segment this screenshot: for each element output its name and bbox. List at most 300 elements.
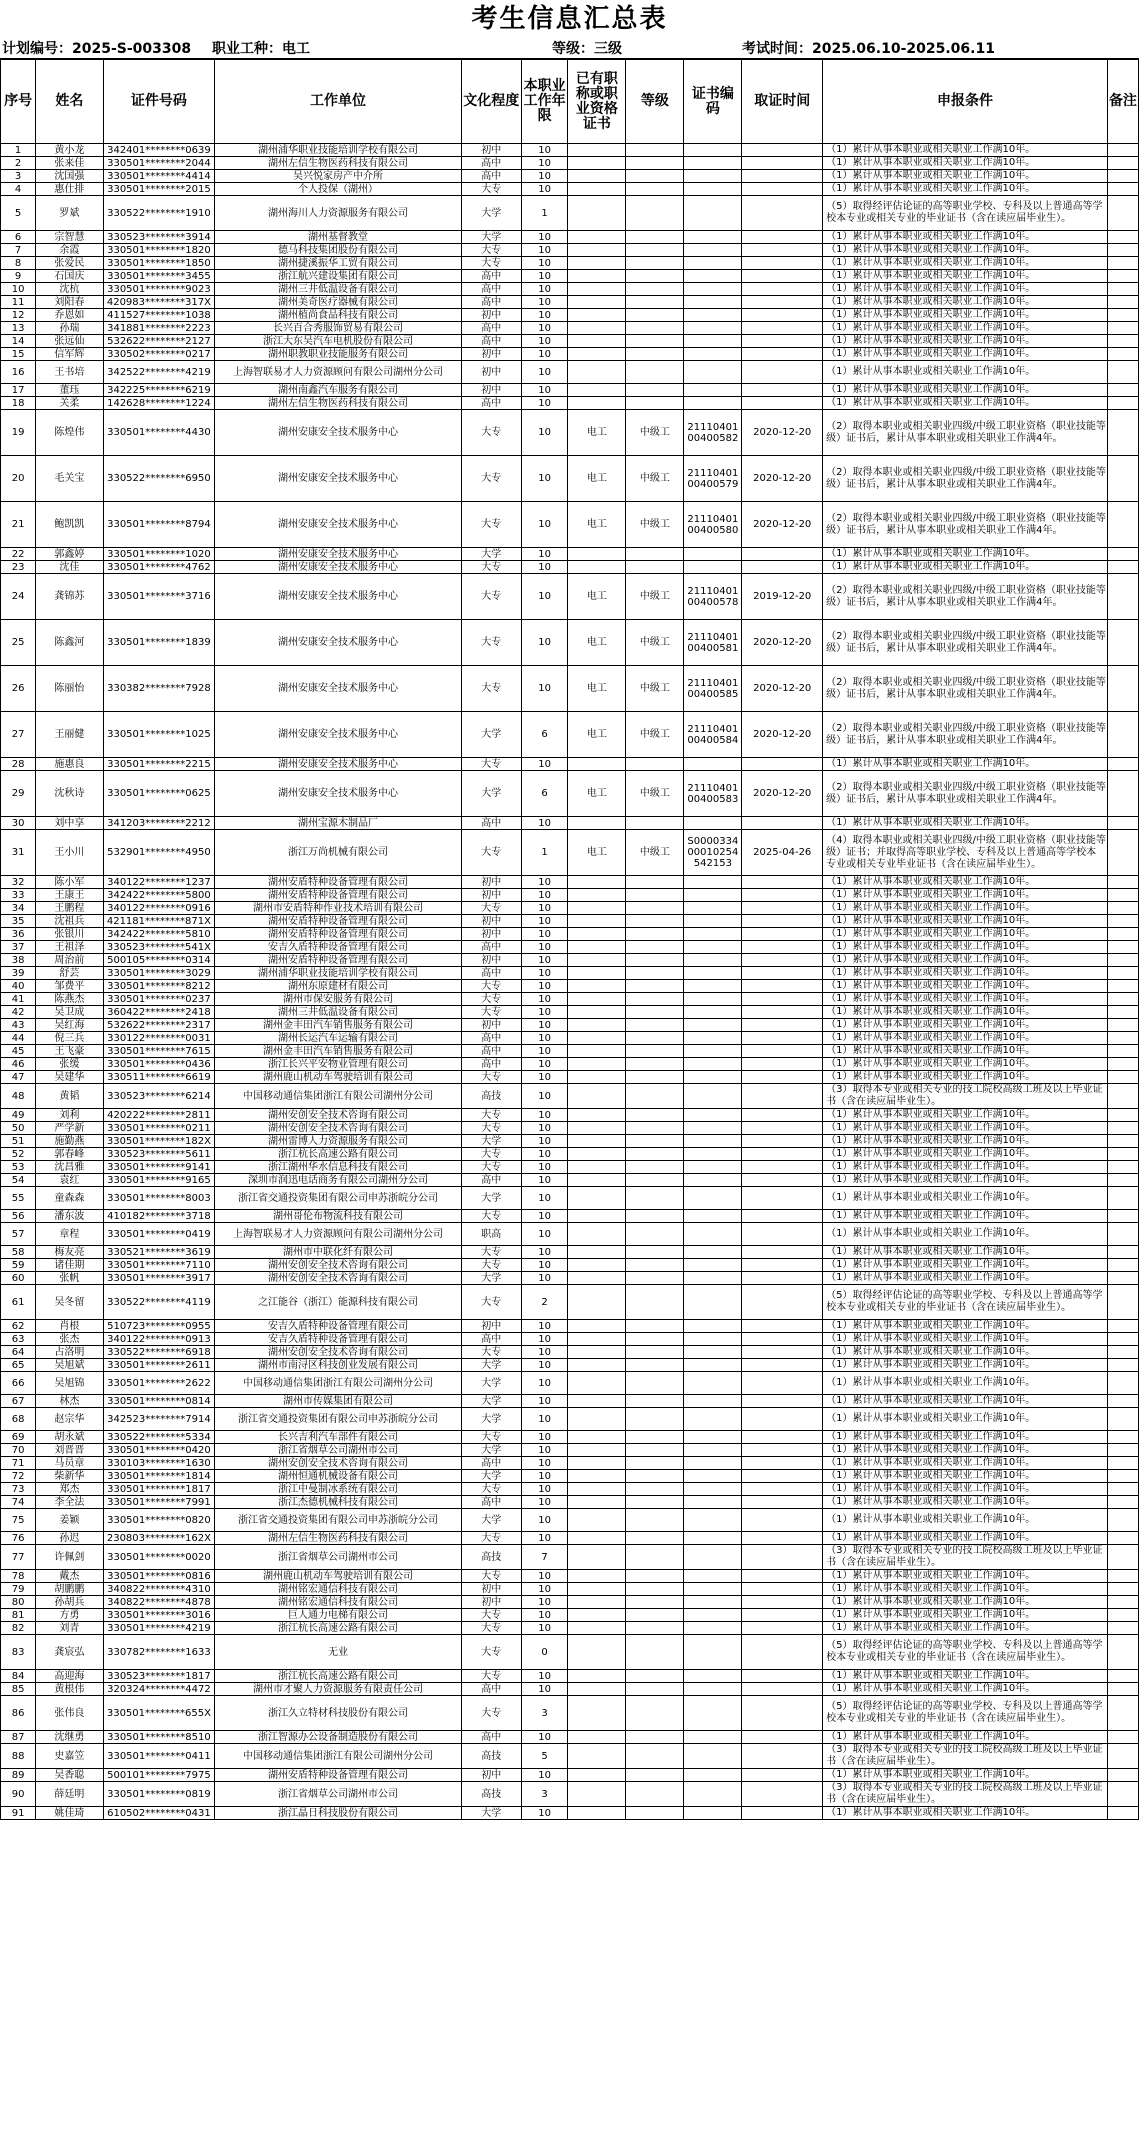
name-cell: 余霞	[36, 244, 103, 257]
condition-cell: （1）累计从事本职业或相关职业工作满10年。	[823, 1395, 1108, 1408]
name-cell: 严学新	[36, 1122, 103, 1135]
condition-cell: （1）累计从事本职业或相关职业工作满10年。	[823, 1071, 1108, 1084]
education-cell: 大专	[461, 980, 521, 993]
remark-cell	[1107, 1496, 1138, 1509]
table-row	[1, 456, 1139, 502]
id-cell: 330511********6619	[103, 1071, 215, 1084]
employer-cell: 湖州市保安服务有限公司	[215, 993, 461, 1006]
name-cell: 吴旭锦	[36, 1372, 103, 1395]
condition-cell: （1）累计从事本职业或相关职业工作满10年。	[823, 1496, 1108, 1509]
remark-cell	[1107, 257, 1138, 270]
table-row	[1, 1223, 1139, 1246]
education-cell: 大专	[461, 1122, 521, 1135]
education-cell: 大专	[461, 1570, 521, 1583]
seq-cell: 83	[1, 1635, 36, 1670]
education-cell: 大专	[461, 1483, 521, 1496]
meta-bar	[0, 38, 1139, 59]
education-cell: 初中	[461, 144, 521, 157]
cert-no-cell	[684, 1333, 742, 1346]
cert-date-cell	[742, 915, 823, 928]
id-cell: 330501********0436	[103, 1058, 215, 1071]
table-row	[1, 1683, 1139, 1696]
cert-no-cell	[684, 1609, 742, 1622]
education-cell: 高中	[461, 170, 521, 183]
seq-cell: 58	[1, 1246, 36, 1259]
grade-cell	[626, 941, 684, 954]
grade-cell	[626, 876, 684, 889]
table-row	[1, 1509, 1139, 1532]
existing-cert-cell	[568, 993, 626, 1006]
table-row	[1, 830, 1139, 876]
years-cell: 10	[521, 1483, 568, 1496]
education-cell: 大学	[461, 1135, 521, 1148]
grade-cell	[626, 1187, 684, 1210]
cert-no-cell	[684, 157, 742, 170]
cert-date-cell	[742, 1135, 823, 1148]
cert-date-cell	[742, 309, 823, 322]
cert-no-cell	[684, 296, 742, 309]
seq-cell: 59	[1, 1259, 36, 1272]
remark-cell	[1107, 170, 1138, 183]
remark-cell	[1107, 1570, 1138, 1583]
grade-cell	[626, 170, 684, 183]
cert-date-cell	[742, 1006, 823, 1019]
education-cell: 高中	[461, 270, 521, 283]
remark-cell	[1107, 1058, 1138, 1071]
existing-cert-cell	[568, 1071, 626, 1084]
id-cell: 532622********2127	[103, 335, 215, 348]
employer-cell: 湖州铭宏通信科技有限公司	[215, 1583, 461, 1596]
id-cell: 510723********0955	[103, 1320, 215, 1333]
employer-cell: 浙江杭长高速公路有限公司	[215, 1670, 461, 1683]
remark-cell	[1107, 548, 1138, 561]
condition-cell: （4）取得本职业或相关职业四级/中级工职业资格（职业技能等级）证书；并取得高等职业学校、专科及以上普通高等学校本专业或相关专业毕业证书（含在读应届毕业生）。	[823, 830, 1108, 876]
existing-cert-cell	[568, 876, 626, 889]
cert-no-cell	[684, 1372, 742, 1395]
employer-cell: 湖州左信生物医药科技有限公司	[215, 397, 461, 410]
cert-date-cell	[742, 1444, 823, 1457]
years-cell: 10	[521, 1359, 568, 1372]
id-cell: 330501********2611	[103, 1359, 215, 1372]
seq-cell: 9	[1, 270, 36, 283]
education-cell: 大专	[461, 1161, 521, 1174]
condition-cell: （1）累计从事本职业或相关职业工作满10年。	[823, 1272, 1108, 1285]
education-cell: 大专	[461, 1696, 521, 1731]
grade-cell	[626, 1045, 684, 1058]
grade-cell: 中级工	[626, 712, 684, 758]
years-cell: 10	[521, 1457, 568, 1470]
grade-cell	[626, 1019, 684, 1032]
cert-date-cell	[742, 1622, 823, 1635]
name-cell: 林杰	[36, 1395, 103, 1408]
id-cell: 330523********3914	[103, 231, 215, 244]
cert-no-cell	[684, 1583, 742, 1596]
cert-no-cell	[684, 1045, 742, 1058]
existing-cert-cell	[568, 1320, 626, 1333]
cert-date-cell	[742, 817, 823, 830]
years-cell: 10	[521, 1509, 568, 1532]
condition-cell: （3）取得本专业或相关专业的技工院校高级工班及以上毕业证书（含在读应届毕业生）。	[823, 1744, 1108, 1769]
cert-no-cell	[684, 758, 742, 771]
condition-cell: （1）累计从事本职业或相关职业工作满10年。	[823, 876, 1108, 889]
condition-cell: （1）累计从事本职业或相关职业工作满10年。	[823, 1122, 1108, 1135]
id-cell: 330501********1020	[103, 548, 215, 561]
name-cell: 张帆	[36, 1272, 103, 1285]
remark-cell	[1107, 456, 1138, 502]
employer-cell: 德马科技集团股份有限公司	[215, 244, 461, 257]
existing-cert-cell	[568, 1483, 626, 1496]
remark-cell	[1107, 1006, 1138, 1019]
condition-cell: （1）累计从事本职业或相关职业工作满10年。	[823, 1320, 1108, 1333]
cert-date-cell	[742, 296, 823, 309]
existing-cert-cell	[568, 1609, 626, 1622]
remark-cell	[1107, 1470, 1138, 1483]
table-row	[1, 574, 1139, 620]
existing-cert-cell	[568, 1596, 626, 1609]
grade-cell	[626, 361, 684, 384]
remark-cell	[1107, 1683, 1138, 1696]
existing-cert-cell	[568, 196, 626, 231]
remark-cell	[1107, 1532, 1138, 1545]
seq-cell: 73	[1, 1483, 36, 1496]
employer-cell: 湖州捷溪振华工贸有限公司	[215, 257, 461, 270]
remark-cell	[1107, 1246, 1138, 1259]
cert-date-cell	[742, 1635, 823, 1670]
remark-cell	[1107, 1807, 1138, 1820]
name-cell: 张杰	[36, 1333, 103, 1346]
years-cell: 10	[521, 574, 568, 620]
condition-cell: （1）累计从事本职业或相关职业工作满10年。	[823, 1333, 1108, 1346]
cert-date-cell	[742, 1509, 823, 1532]
cert-no-cell	[684, 1071, 742, 1084]
header-name: 姓名	[36, 60, 103, 144]
grade-cell	[626, 1583, 684, 1596]
education-cell: 大专	[461, 1259, 521, 1272]
years-cell: 10	[521, 283, 568, 296]
cert-date-cell	[742, 889, 823, 902]
cert-no-cell	[684, 361, 742, 384]
name-cell: 王丽健	[36, 712, 103, 758]
id-cell: 330522********6918	[103, 1346, 215, 1359]
header-education: 文化程度	[461, 60, 521, 144]
existing-cert-cell	[568, 335, 626, 348]
existing-cert-cell	[568, 1223, 626, 1246]
employer-cell: 浙江省烟草公司湖州市公司	[215, 1782, 461, 1807]
grade-cell	[626, 548, 684, 561]
table-row	[1, 1019, 1139, 1032]
cert-no-cell: 21110401 00400580	[684, 502, 742, 548]
cert-no-cell	[684, 1272, 742, 1285]
header-remark: 备注	[1107, 60, 1138, 144]
education-cell: 大专	[461, 244, 521, 257]
cert-date-cell	[742, 397, 823, 410]
job-type: 职业工种：电工	[212, 41, 310, 57]
name-cell: 高迎海	[36, 1670, 103, 1683]
grade-cell: 中级工	[626, 666, 684, 712]
years-cell: 10	[521, 1320, 568, 1333]
cert-date-cell	[742, 1696, 823, 1731]
cert-date-cell: 2020-12-20	[742, 620, 823, 666]
existing-cert-cell	[568, 1122, 626, 1135]
seq-cell: 38	[1, 954, 36, 967]
education-cell: 初中	[461, 1769, 521, 1782]
table-row	[1, 244, 1139, 257]
condition-cell: （1）累计从事本职业或相关职业工作满10年。	[823, 1622, 1108, 1635]
remark-cell	[1107, 1431, 1138, 1444]
employer-cell: 湖州安盾特种设备管理有限公司	[215, 876, 461, 889]
name-cell: 倪三兵	[36, 1032, 103, 1045]
education-cell: 大专	[461, 183, 521, 196]
name-cell: 姚佳琦	[36, 1807, 103, 1820]
cert-no-cell	[684, 1148, 742, 1161]
remark-cell	[1107, 1161, 1138, 1174]
cert-no-cell	[684, 1596, 742, 1609]
employer-cell: 湖州雷博人力资源服务有限公司	[215, 1135, 461, 1148]
name-cell: 诸佳期	[36, 1259, 103, 1272]
employer-cell: 浙江省交通投资集团有限公司申苏浙皖分公司	[215, 1509, 461, 1532]
name-cell: 龚宸弘	[36, 1635, 103, 1670]
existing-cert-cell	[568, 817, 626, 830]
cert-no-cell	[684, 889, 742, 902]
id-cell: 342422********5810	[103, 928, 215, 941]
id-cell: 330501********0814	[103, 1395, 215, 1408]
condition-cell: （1）累计从事本职业或相关职业工作满10年。	[823, 980, 1108, 993]
cert-date-cell	[742, 1431, 823, 1444]
remark-cell	[1107, 1272, 1138, 1285]
id-cell: 500105********0314	[103, 954, 215, 967]
name-cell: 关柔	[36, 397, 103, 410]
existing-cert-cell	[568, 1161, 626, 1174]
remark-cell	[1107, 335, 1138, 348]
id-cell: 330522********5334	[103, 1431, 215, 1444]
employer-cell: 吴兴悦家房产中介所	[215, 170, 461, 183]
condition-cell: （1）累计从事本职业或相关职业工作满10年。	[823, 1346, 1108, 1359]
name-cell: 舒芸	[36, 967, 103, 980]
table-row	[1, 1609, 1139, 1622]
existing-cert-cell	[568, 967, 626, 980]
existing-cert-cell	[568, 1570, 626, 1583]
education-cell: 大学	[461, 548, 521, 561]
existing-cert-cell	[568, 1058, 626, 1071]
existing-cert-cell	[568, 889, 626, 902]
id-cell: 340122********1237	[103, 876, 215, 889]
employer-cell: 浙江智源办公设备制造股份有限公司	[215, 1731, 461, 1744]
condition-cell: （1）累计从事本职业或相关职业工作满10年。	[823, 1187, 1108, 1210]
seq-cell: 69	[1, 1431, 36, 1444]
condition-cell: （2）取得本职业或相关职业四级/中级工职业资格（职业技能等级）证书后，累计从事本职业或相关职业工作满4年。	[823, 456, 1108, 502]
name-cell: 陈煌伟	[36, 410, 103, 456]
remark-cell	[1107, 1609, 1138, 1622]
id-cell: 330522********6950	[103, 456, 215, 502]
condition-cell: （1）累计从事本职业或相关职业工作满10年。	[823, 1135, 1108, 1148]
employer-cell: 湖州左信生物医药科技有限公司	[215, 1532, 461, 1545]
years-cell: 1	[521, 196, 568, 231]
grade-cell	[626, 1408, 684, 1431]
cert-date-cell	[742, 941, 823, 954]
condition-cell: （1）累计从事本职业或相关职业工作满10年。	[823, 348, 1108, 361]
years-cell: 10	[521, 183, 568, 196]
employer-cell: 湖州安创安全技术咨询有限公司	[215, 1457, 461, 1470]
remark-cell	[1107, 941, 1138, 954]
education-cell: 大专	[461, 574, 521, 620]
education-cell: 大专	[461, 456, 521, 502]
table-row	[1, 889, 1139, 902]
header-seq: 序号	[1, 60, 36, 144]
existing-cert-cell	[568, 1395, 626, 1408]
remark-cell	[1107, 712, 1138, 758]
id-cell: 330103********1630	[103, 1457, 215, 1470]
remark-cell	[1107, 1372, 1138, 1395]
cert-date-cell	[742, 1596, 823, 1609]
grade-cell	[626, 817, 684, 830]
cert-date-cell	[742, 196, 823, 231]
remark-cell	[1107, 1346, 1138, 1359]
grade-cell	[626, 1148, 684, 1161]
name-cell: 石国庆	[36, 270, 103, 283]
education-cell: 大学	[461, 1395, 521, 1408]
years-cell: 10	[521, 335, 568, 348]
remark-cell	[1107, 231, 1138, 244]
seq-cell: 15	[1, 348, 36, 361]
employer-cell: 浙江万尚机械有限公司	[215, 830, 461, 876]
years-cell: 10	[521, 157, 568, 170]
condition-cell: （1）累计从事本职业或相关职业工作满10年。	[823, 1032, 1108, 1045]
name-cell: 沈祖兵	[36, 915, 103, 928]
grade-cell	[626, 157, 684, 170]
name-cell: 姜颖	[36, 1509, 103, 1532]
remark-cell	[1107, 1084, 1138, 1109]
existing-cert-cell	[568, 157, 626, 170]
id-cell: 330501********1814	[103, 1470, 215, 1483]
table-row	[1, 1285, 1139, 1320]
education-cell: 高中	[461, 817, 521, 830]
table-row	[1, 1210, 1139, 1223]
cert-no-cell	[684, 283, 742, 296]
existing-cert-cell	[568, 1408, 626, 1431]
cert-date-cell	[742, 1532, 823, 1545]
cert-no-cell	[684, 817, 742, 830]
years-cell: 10	[521, 1045, 568, 1058]
education-cell: 大学	[461, 1509, 521, 1532]
table-row	[1, 967, 1139, 980]
remark-cell	[1107, 183, 1138, 196]
seq-cell: 65	[1, 1359, 36, 1372]
table-row	[1, 1135, 1139, 1148]
cert-no-cell	[684, 1496, 742, 1509]
employer-cell: 中国移动通信集团浙江有限公司湖州分公司	[215, 1372, 461, 1395]
education-cell: 大学	[461, 1807, 521, 1820]
cert-no-cell	[684, 1509, 742, 1532]
table-row	[1, 1346, 1139, 1359]
education-cell: 高中	[461, 1333, 521, 1346]
existing-cert-cell	[568, 270, 626, 283]
page-title: 考生信息汇总表	[471, 4, 668, 34]
id-cell: 330501********0020	[103, 1545, 215, 1570]
years-cell: 10	[521, 1609, 568, 1622]
cert-no-cell	[684, 1696, 742, 1731]
cert-no-cell	[684, 270, 742, 283]
seq-cell: 79	[1, 1583, 36, 1596]
remark-cell	[1107, 1509, 1138, 1532]
id-cell: 410182********3718	[103, 1210, 215, 1223]
grade-cell	[626, 1731, 684, 1744]
employer-cell: 湖州三井低温设备有限公司	[215, 283, 461, 296]
remark-cell	[1107, 902, 1138, 915]
condition-cell: （1）累计从事本职业或相关职业工作满10年。	[823, 1246, 1108, 1259]
existing-cert-cell	[568, 1045, 626, 1058]
years-cell: 10	[521, 384, 568, 397]
seq-cell: 45	[1, 1045, 36, 1058]
education-cell: 大专	[461, 1635, 521, 1670]
condition-cell: （3）取得本专业或相关专业的技工院校高级工班及以上毕业证书（含在读应届毕业生）。	[823, 1084, 1108, 1109]
education-cell: 大专	[461, 1246, 521, 1259]
id-cell: 330501********7110	[103, 1259, 215, 1272]
table-row	[1, 1006, 1139, 1019]
cert-no-cell	[684, 1161, 742, 1174]
cert-no-cell	[684, 183, 742, 196]
table-row	[1, 1696, 1139, 1731]
seq-cell: 85	[1, 1683, 36, 1696]
grade-cell	[626, 967, 684, 980]
years-cell: 10	[521, 1161, 568, 1174]
employer-cell: 浙江湖州华水信息科技有限公司	[215, 1161, 461, 1174]
seq-cell: 5	[1, 196, 36, 231]
years-cell: 10	[521, 1431, 568, 1444]
condition-cell: （2）取得本职业或相关职业四级/中级工职业资格（职业技能等级）证书后，累计从事本职业或相关职业工作满4年。	[823, 410, 1108, 456]
condition-cell: （1）累计从事本职业或相关职业工作满10年。	[823, 1431, 1108, 1444]
employer-cell: 湖州东原建材有限公司	[215, 980, 461, 993]
remark-cell	[1107, 574, 1138, 620]
condition-cell: （1）累计从事本职业或相关职业工作满10年。	[823, 1807, 1108, 1820]
employer-cell: 浙江长兴平安物业管理有限公司	[215, 1058, 461, 1071]
employer-cell: 湖州植尚食品科技有限公司	[215, 309, 461, 322]
grade-cell	[626, 296, 684, 309]
name-cell: 张缓	[36, 1058, 103, 1071]
condition-cell: （1）累计从事本职业或相关职业工作满10年。	[823, 1058, 1108, 1071]
remark-cell	[1107, 1545, 1138, 1570]
seq-cell: 34	[1, 902, 36, 915]
name-cell: 王小川	[36, 830, 103, 876]
table-row	[1, 183, 1139, 196]
years-cell: 10	[521, 361, 568, 384]
cert-no-cell	[684, 231, 742, 244]
id-cell: 330782********1633	[103, 1635, 215, 1670]
name-cell: 梅友亮	[36, 1246, 103, 1259]
years-cell: 10	[521, 817, 568, 830]
name-cell: 张银川	[36, 928, 103, 941]
employer-cell: 湖州鹿山机动车驾驶培训有限公司	[215, 1071, 461, 1084]
name-cell: 方勇	[36, 1609, 103, 1622]
name-cell: 刘晋晋	[36, 1444, 103, 1457]
years-cell: 10	[521, 889, 568, 902]
remark-cell	[1107, 1148, 1138, 1161]
cert-no-cell	[684, 1122, 742, 1135]
years-cell: 10	[521, 1032, 568, 1045]
cert-date-cell	[742, 283, 823, 296]
seq-cell: 26	[1, 666, 36, 712]
seq-cell: 2	[1, 157, 36, 170]
id-cell: 330501********2015	[103, 183, 215, 196]
cert-date-cell: 2020-12-20	[742, 771, 823, 817]
seq-cell: 71	[1, 1457, 36, 1470]
remark-cell	[1107, 1174, 1138, 1187]
id-cell: 330501********4219	[103, 1622, 215, 1635]
years-cell: 10	[521, 348, 568, 361]
grade-cell	[626, 1670, 684, 1683]
existing-cert-cell	[568, 257, 626, 270]
years-cell: 10	[521, 1444, 568, 1457]
cert-no-cell	[684, 1187, 742, 1210]
